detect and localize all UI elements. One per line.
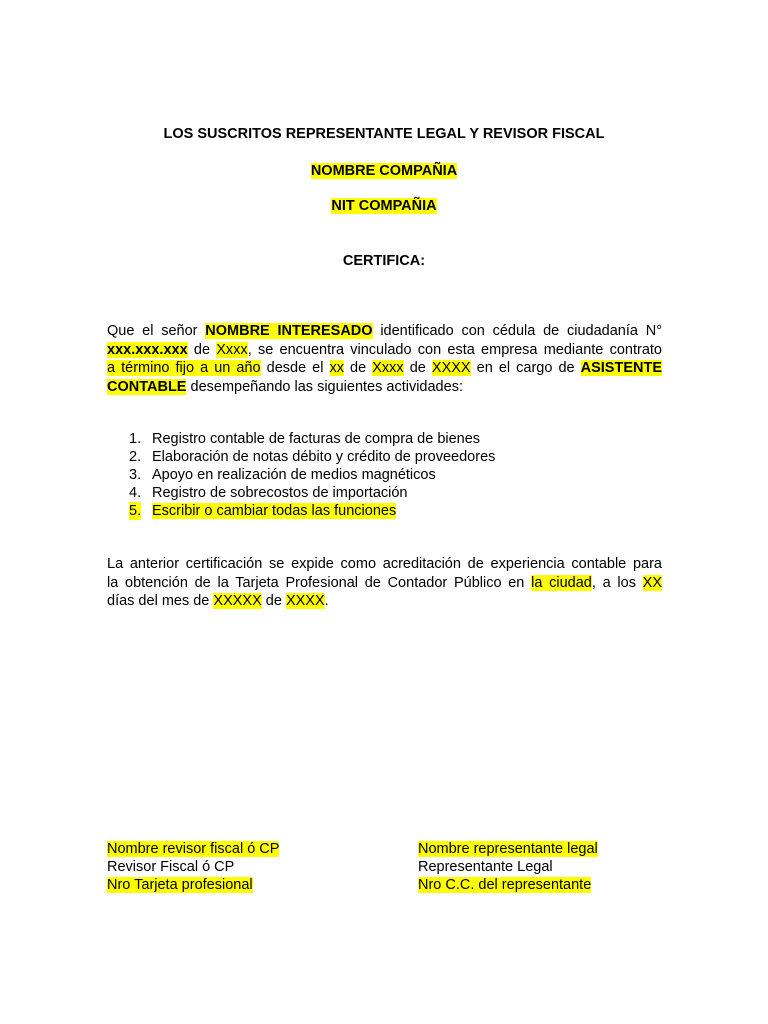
list-number: 2. <box>129 449 142 465</box>
list-item <box>107 448 495 466</box>
text: de <box>403 360 432 376</box>
company-nit-placeholder: NIT COMPAÑIA <box>331 198 437 214</box>
paragraph-line <box>107 378 662 397</box>
reviewer-role: Revisor Fiscal ó CP <box>107 859 235 875</box>
signer-name-line <box>107 840 279 858</box>
list-item <box>107 502 495 520</box>
certification-paragraph <box>107 322 662 396</box>
text: de <box>344 360 373 376</box>
cedula-number: xxx.xxx.xxx <box>107 341 188 358</box>
issue-year: XXXX <box>285 593 325 609</box>
paragraph-line <box>107 574 662 593</box>
list-number: 4. <box>129 485 142 501</box>
list-text: Apoyo en realización de medios magnéticos <box>152 467 436 483</box>
company-name-placeholder: NOMBRE COMPAÑIA <box>310 163 458 179</box>
activities-list <box>107 430 495 520</box>
company-name <box>0 163 768 179</box>
job-position-part1: ASISTENTE <box>580 360 663 376</box>
certifica-heading: CERTIFICA: <box>342 253 426 269</box>
list-item <box>107 466 495 484</box>
list-number: 3. <box>129 467 142 483</box>
signer-name-line <box>418 840 598 858</box>
reviewer-card-number: Nro Tarjeta profesional <box>107 877 253 893</box>
text: Que el señor <box>107 323 206 339</box>
paragraph-line <box>107 359 662 378</box>
issue-month: XXXXX <box>213 593 262 609</box>
list-item <box>107 484 495 502</box>
list-text: Registro de sobrecostos de importación <box>152 485 408 501</box>
employee-name: NOMBRE INTERESADO <box>205 323 373 339</box>
paragraph-line <box>107 341 662 360</box>
paragraph-line <box>107 322 662 341</box>
signature-block-fiscal-reviewer <box>107 840 279 894</box>
start-month: Xxxx <box>372 360 404 376</box>
signature-block-legal-representative <box>418 840 598 894</box>
job-position-part2: CONTABLE <box>107 378 187 395</box>
list-item <box>107 430 495 448</box>
issue-city: la ciudad <box>531 574 592 591</box>
list-number: 1. <box>129 431 142 447</box>
list-text: Escribir o cambiar todas las funciones <box>152 503 397 519</box>
paragraph-line <box>107 592 662 611</box>
reviewer-name: Nombre revisor fiscal ó CP <box>107 841 280 857</box>
text: identificado con cédula de ciudadanía N° <box>372 323 662 339</box>
start-year: XXXX <box>431 360 471 376</box>
text: desde el <box>260 360 330 376</box>
representative-role: Representante Legal <box>418 859 553 875</box>
list-text: Registro contable de facturas de compra de bienes <box>152 431 481 447</box>
document-title: LOS SUSCRITOS REPRESENTANTE LEGAL Y REVISOR FISCAL <box>163 126 605 142</box>
representative-name: Nombre representante legal <box>418 841 598 857</box>
cedula-city: Xxxx <box>216 341 248 358</box>
signer-id-line <box>107 876 279 894</box>
list-item-highlight <box>129 503 397 519</box>
text: desempeñando las siguientes actividades: <box>186 378 463 395</box>
text: días del mes de <box>107 593 214 609</box>
text: la obtención de la Tarjeta Profesional de Contador Público en <box>107 574 532 591</box>
representative-id-number: Nro C.C. del representante <box>418 877 592 893</box>
list-text: Elaboración de notas débito y crédito de proveedores <box>152 449 496 465</box>
text: . <box>324 593 329 609</box>
text: , a los <box>591 574 643 591</box>
paragraph-line: La anterior certificación se expide como acreditación de experiencia contable para <box>107 556 662 572</box>
issue-days: XX <box>642 574 663 591</box>
text: de <box>261 593 286 609</box>
closing-paragraph <box>107 555 662 611</box>
list-number: 5. <box>129 503 142 519</box>
signer-id-line <box>418 876 598 894</box>
text: , se encuentra vinculado con esta empresa mediante contrato <box>247 341 662 358</box>
text: de <box>187 341 217 358</box>
start-day: xx <box>329 360 345 376</box>
text: en el cargo de <box>470 360 581 376</box>
contract-type: a término fijo a un año <box>107 360 261 376</box>
company-nit <box>0 198 768 214</box>
